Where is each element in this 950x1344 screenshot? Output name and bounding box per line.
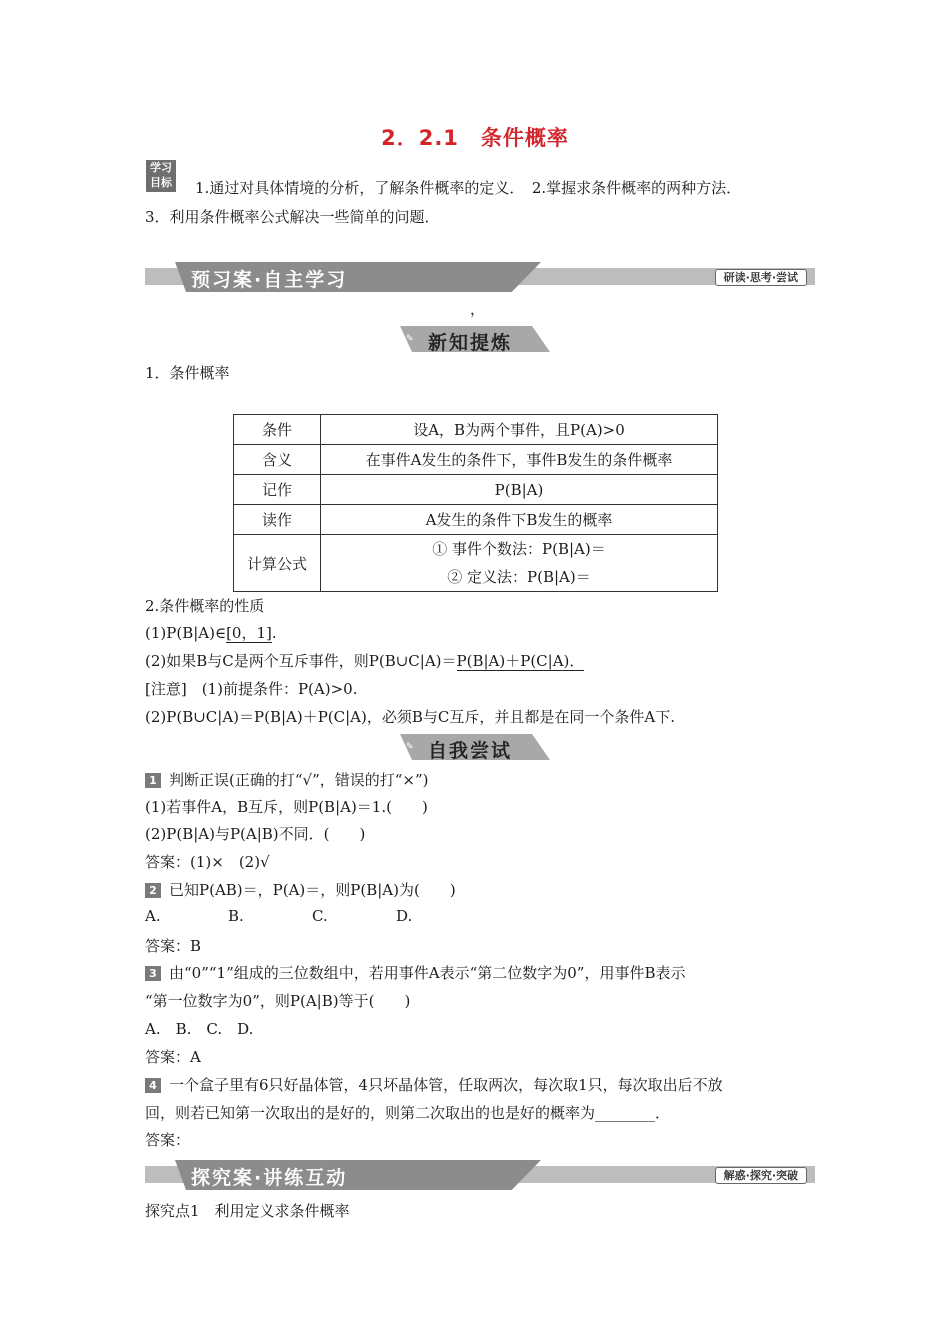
exercise-1-answer: 答案：(1)× (2)√ [145,853,270,871]
exercise-1a: (1)若事件A，B互斥，则P(B|A)＝1.( ) [145,798,428,816]
exercise-3-text: 由“0”“1”组成的三位数组中，若用事件A表示“第二位数字为0”，用事件B表示 [169,964,686,982]
pen-icon: ✎ [406,742,414,752]
page-title: 2．2.1 条件概率 [381,126,569,150]
exercise-number-badge: 1 [145,773,161,788]
preview-section-banner [145,262,815,291]
exercise-3 [145,962,686,983]
badge-top-text: 学习 [150,161,172,174]
learning-goals-badge [146,160,176,192]
item1-heading: 1．条件概率 [145,364,230,382]
exercise-2 [145,879,456,900]
property-1-fill: [0，1] [226,624,272,642]
exercise-2-option-c: C. [312,907,328,925]
table-key: 条件 [234,415,321,445]
note-2: (2)P(B∪C|A)＝P(B|A)＋P(C|A)，必须B与C互斥，并且都是在同一个条件A下. [145,708,675,726]
pen-icon: ✎ [406,334,414,344]
banner-tag: 解惑·探究·突破 [715,1167,807,1184]
table-row [234,445,718,475]
table-value [321,535,718,592]
table-key: 计算公式 [234,535,321,592]
table-key: 读作 [234,505,321,535]
goals-line-1: 1.通过对具体情境的分析，了解条件概率的定义． 2.掌握求条件概率的两种方法． [195,179,742,197]
table-value: 设A，B为两个事件，且P(A)>0 [321,415,718,445]
explore-point-1: 探究点1 利用定义求条件概率 [145,1202,350,1220]
banner-title: 预习案·自主学习 [191,269,348,291]
exercise-1 [145,769,429,790]
table-row [234,475,718,505]
goals-line-2: 3．利用条件概率公式解决一些简单的问题． [145,208,440,226]
properties-heading: 2.条件概率的性质 [145,597,265,615]
note-1: [注意] (1)前提条件：P(A)>0. [145,680,358,698]
exercise-2-text: 已知P(AB)＝，P(A)＝，则P(B|A)为( ) [169,881,456,899]
exercise-4-text-2: 回，则若已知第一次取出的是好的，则第二次取出的也是好的概率为________． [145,1104,671,1122]
banner-title: 探究案·讲练互动 [191,1167,348,1189]
badge-bottom-text: 目标 [150,176,172,189]
exercise-number-badge: 2 [145,883,161,898]
exercise-1b: (2)P(B|A)与P(A|B)不同．( ) [145,825,366,843]
exercise-3-answer: 答案：A [145,1048,201,1066]
exercise-4 [145,1074,723,1095]
formula-method-1: ① 事件个数法：P(B|A)＝ [432,540,606,558]
banner-tag: 研读·思考·尝试 [715,269,807,286]
exercise-1-text: 判断正误(正确的打“√”，错误的打“×”) [169,771,429,789]
exercise-2-option-b: B. [228,907,244,925]
table-value: A发生的条件下B发生的概率 [321,505,718,535]
table-value: P(B|A) [321,475,718,505]
exercise-4-text: 一个盒子里有6只好晶体管，4只坏晶体管，任取两次，每次取1只，每次取出后不放 [169,1076,723,1094]
table-key: 含义 [234,445,321,475]
explore-section-banner [145,1160,815,1189]
table-row [234,505,718,535]
property-1-suffix: . [271,624,277,642]
formula-method-2: ② 定义法：P(B|A)＝ [447,568,591,586]
exercise-2-answer: 答案：B [145,937,202,955]
property-2-fill: P(B|A)＋P(C|A)． [456,652,585,670]
table-row [234,415,718,445]
table-key: 记作 [234,475,321,505]
new-knowledge-title: 新知提炼 [428,332,513,354]
exercise-number-badge: 3 [145,966,161,981]
exercise-2-option-a: A. [145,907,161,925]
stray-mark: ， [470,300,486,318]
property-2-prefix: (2)如果B与C是两个互斥事件，则P(B∪C|A)＝ [145,652,457,670]
definition-table [233,414,718,592]
exercise-2-option-d: D. [396,907,413,925]
new-knowledge-banner [400,326,550,354]
table-row [234,535,718,592]
exercise-4-answer: 答案： [145,1131,191,1149]
self-try-banner [400,734,550,762]
table-value: 在事件A发生的条件下，事件B发生的条件概率 [321,445,718,475]
exercise-number-badge: 4 [145,1078,161,1093]
property-1-prefix: (1)P(B|A)∈ [145,624,227,642]
property-2 [145,650,584,671]
exercise-3-options: A. B. C. D. [145,1020,254,1038]
exercise-3-text-2: “第一位数字为0”，则P(A|B)等于( ) [145,992,411,1010]
property-1 [145,622,277,643]
self-try-title: 自我尝试 [428,740,513,762]
